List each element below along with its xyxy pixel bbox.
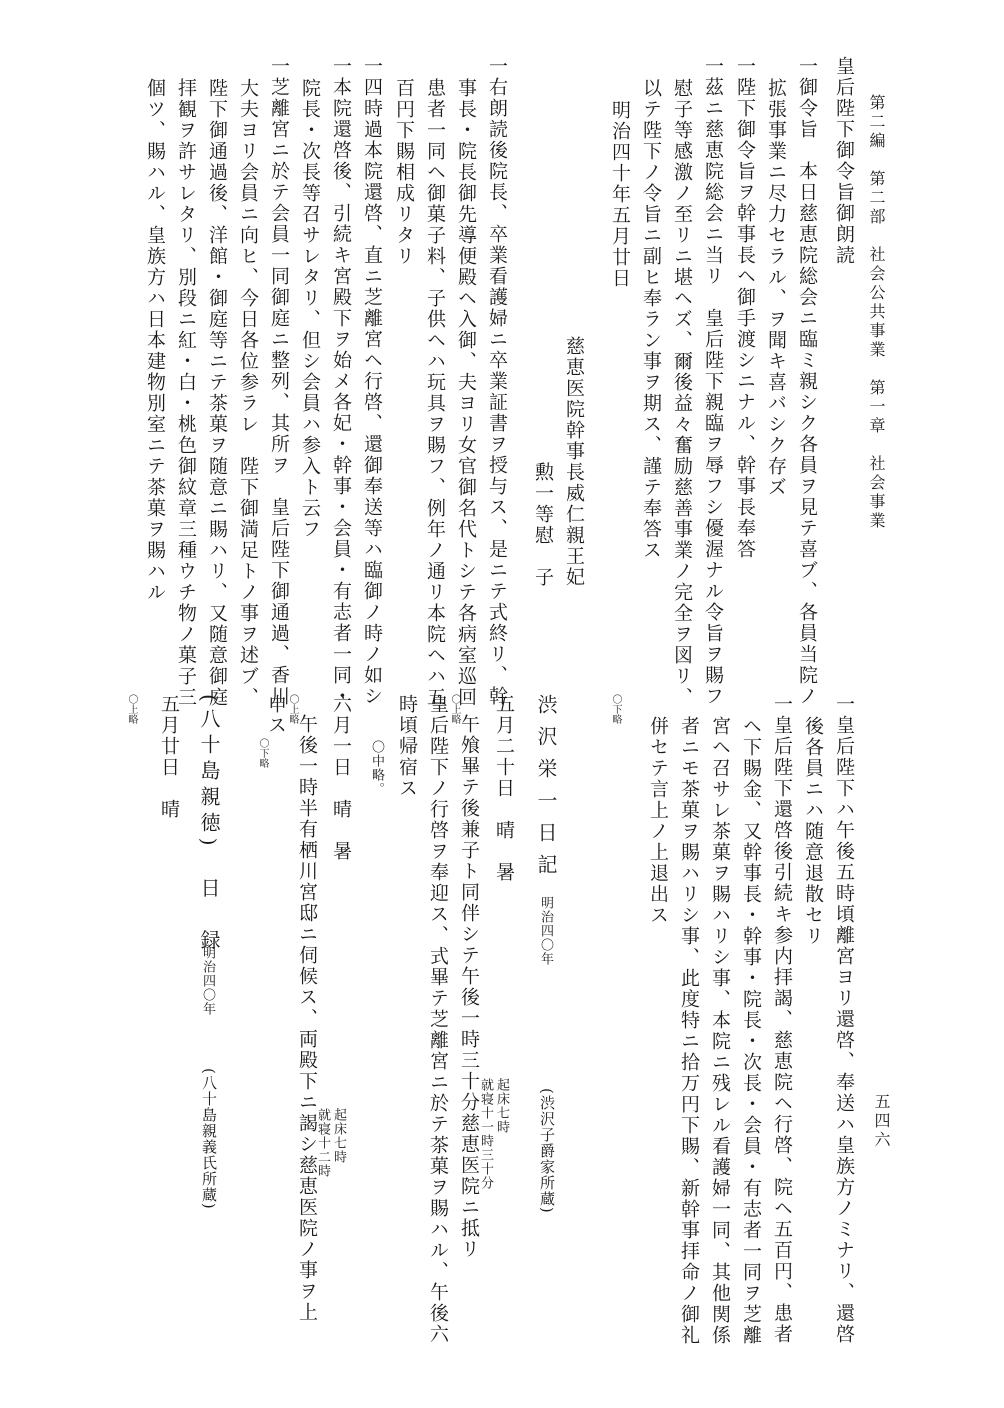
text-line: 後各員ニハ随意退散セリ — [802, 716, 824, 947]
text-line: 一皇后陛下ハ午後五時頃離宮ヨリ還啓、奉送ハ皇族方ノミナリ、還啓 — [833, 694, 855, 1345]
text-line: 百円下賜相成リタリ — [393, 78, 415, 267]
signature-org: 慈恵医院幹事長威仁親王妃 — [563, 336, 585, 588]
diary-title: (八十島親徳) 日 録 — [197, 694, 221, 956]
diary-year: 明治四〇年 — [538, 896, 553, 966]
omission-mark: 〇下略 — [257, 738, 268, 768]
text-line: 時頃帰宿ス — [396, 694, 418, 799]
text-line: 者ニモ茶菓ヲ賜ハリシ事、此度特ニ拾万円下賜、新幹事拝命ノ御礼 — [678, 716, 700, 1346]
section-title: 皇后陛下御令旨御朗読 — [833, 56, 855, 266]
omission-mark: 〇上略 — [449, 694, 460, 724]
text-line: 一皇后陛下還啓後引続キ参内拝謁、慈恵院ヘ行啓、院ヘ五百円、患者 — [771, 694, 793, 1345]
running-head: 第二編 第二部 社会公共事業 第一章 社会事業 — [867, 94, 886, 531]
diary-year: 明治四〇年 — [200, 946, 215, 1016]
text-line: 一茲ニ慈恵院総会ニ当リ 皇后陛下親臨ヲ辱フシ優渥ナル令旨ヲ賜フ — [702, 56, 724, 707]
text-line: 大夫ヨリ会員ニ向ヒ、今日各位参ラレ 陛下御満足トノ事ヲ述ブ、 — [237, 78, 259, 708]
text-line: 一芝離宮ニ於テ会員一同御庭ニ整列、其所ヲ 皇后陛下御通過、香川 — [268, 56, 290, 707]
sleep-time: 就寝十二時 — [315, 1108, 330, 1178]
omission-mark: 〇下略 — [610, 694, 621, 724]
text-line: 以テ陛下ノ令旨ニ副ヒ奉ラン事ヲ期ス、謹テ奉答ス — [640, 78, 662, 561]
page-number: 五四六 — [872, 1093, 891, 1150]
diary-title: 渋沢栄一日記 — [534, 694, 558, 886]
diary-date: 五月廿日 晴 — [158, 694, 180, 820]
text-line: 一陛下御令旨ヲ幹事長ヘ御手渡シニナル、幹事長奉答 — [734, 56, 756, 560]
text-line: 皇后陛下ノ行啓ヲ奉迎ス、式畢テ芝離宮ニ於テ茶菓ヲ賜ハル、午後六 — [427, 694, 449, 1345]
omission-mark: 〇上略 — [126, 694, 137, 724]
text-line: 一四時過本院還啓、直ニ芝離宮ヘ行啓、還御奉送等ハ臨御ノ時ノ如シ — [361, 56, 383, 707]
text-line: 個ツ、賜ハル、皇族方ハ日本建物別室ニテ茶菓ヲ賜ハル — [144, 78, 166, 603]
text-line: 一御令旨 本日慈恵院総会ニ臨ミ親シク各員ヲ見テ喜ブ、各員当院ノ — [796, 56, 818, 707]
date-line: 明治四十年五月廿日 — [609, 100, 631, 289]
diary-date: 六月一日 晴 暑 — [330, 694, 352, 862]
text-line: 院長・次長等召サレタリ、但シ会員ハ参入ト云フ — [299, 78, 321, 540]
diary-source: (八十島親義氏所蔵) — [200, 1068, 218, 1210]
omission-mark: 〇上略 — [287, 694, 298, 724]
diary-source: (渋沢子爵家所蔵) — [538, 1088, 556, 1214]
diary-date: 五月二十日 晴 暑 — [493, 694, 515, 883]
text-line: 一本院還啓後、引続キ宮殿下ヲ始メ各妃・幹事・会員・有志者一同・ — [330, 56, 352, 707]
text-line: 午飧畢テ後兼子ト同伴シテ午後一時三十分慈恵医院ニ抵リ — [458, 714, 480, 1260]
text-line: 宮ヘ召サレ茶菓ヲ賜ハリシ事、本院ニ残レル看護婦一同、其他関係 — [709, 716, 731, 1346]
text-line: 拡張事業ニ尽力セラル、ヲ聞キ喜バシク存ズ — [765, 78, 787, 498]
text-line: 一右朗読後院長、卒業看護婦ニ卒業証書ヲ授与ス、是ニテ式終リ、幹 — [486, 56, 508, 707]
text-line: 事長・院長御先導便殿ヘ入御、夫ヨリ女官御名代トシテ各病室巡回 — [455, 78, 477, 708]
sleep-time: 就寝十一時三十分 — [478, 1078, 493, 1190]
text-line: 申ス — [265, 694, 287, 736]
text-line: 併セテ言上ノ上退出ス — [647, 716, 669, 926]
omission-note: 〇中略。 — [369, 740, 384, 796]
text-line: 陛下御通過後、洋館・御庭等ニテ茶菓ヲ随意ニ賜ハリ、又随意御庭 — [206, 78, 228, 708]
wake-time: 起床七時 — [331, 1108, 346, 1164]
wake-time: 起床七時 — [494, 1078, 509, 1134]
text-line: 患者一同ヘ御菓子料、子供ヘハ玩具ヲ賜フ、例年ノ通リ本院ヘハ五 — [424, 78, 446, 708]
text-line: 拝観ヲ許サレタリ、別段ニ紅・白・桃色御紋章三種ウチ物ノ菓子三 — [175, 78, 197, 708]
text-line: 慰子等感激ノ至リニ堪ヘズ、爾後益々奮励慈善事業ノ完全ヲ図リ、 — [671, 78, 693, 708]
text-line: ヘ下賜金、又幹事長・幹事・院長・次長・会員・有志者一同ヲ芝離 — [740, 716, 762, 1346]
signature-name: 勲一等慰 子 — [532, 462, 554, 588]
text-line: 午後一時半有栖川宮邸ニ伺候ス、両殿下ニ謁シ慈恵医院ノ事ヲ上 — [296, 714, 318, 1323]
